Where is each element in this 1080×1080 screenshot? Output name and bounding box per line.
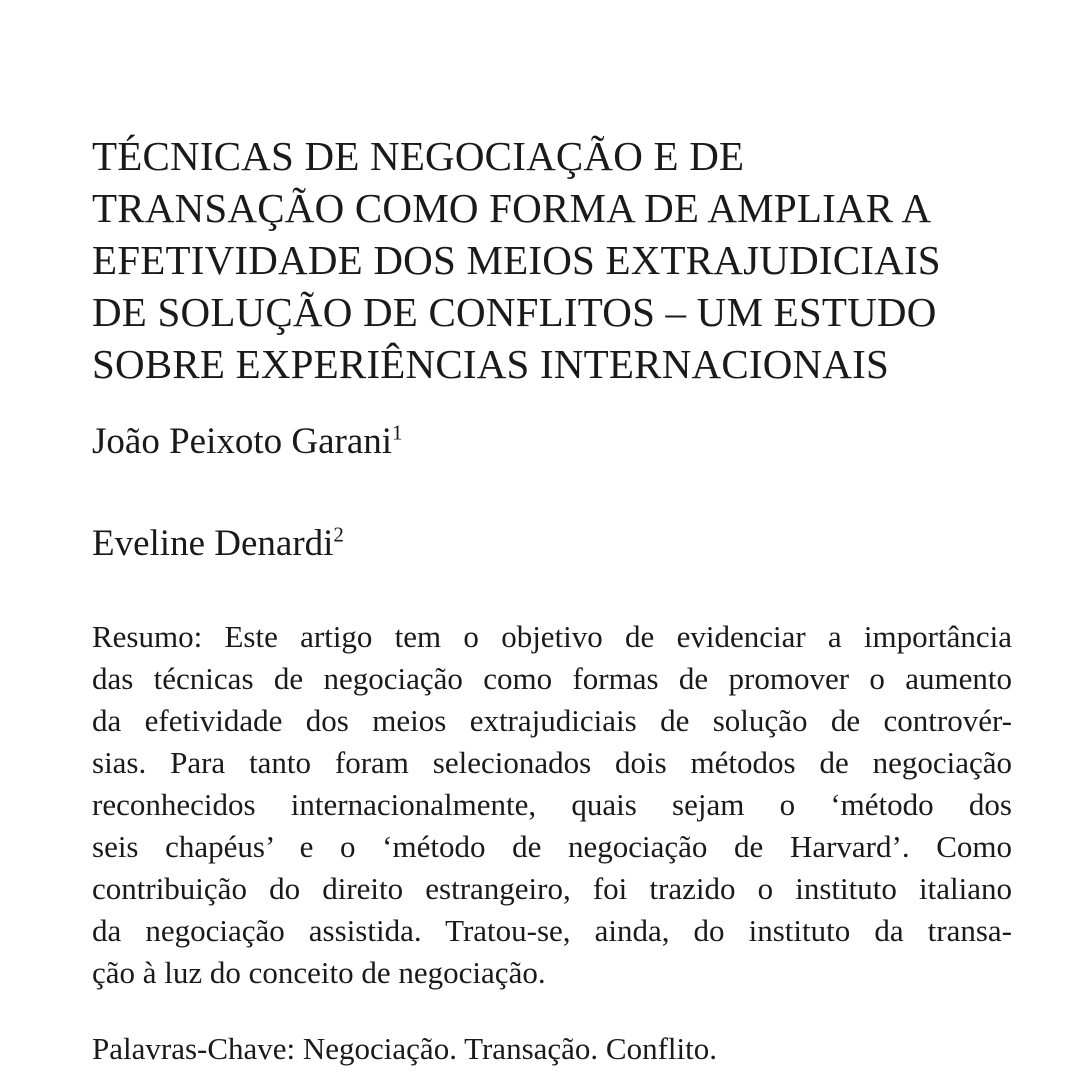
footnote-marker[interactable]: 1 bbox=[392, 420, 403, 445]
author-name: Eveline Denardi bbox=[92, 523, 334, 564]
author-1 bbox=[92, 420, 403, 464]
footnote-marker[interactable]: 2 bbox=[333, 522, 344, 547]
abstract-line: da efetividade dos meios extrajudiciais de solução de controvér- bbox=[92, 703, 1012, 738]
author-2 bbox=[92, 522, 344, 566]
title-line: EFETIVIDADE DOS MEIOS EXTRAJUDICIAIS bbox=[92, 237, 941, 283]
paper-title bbox=[92, 130, 1012, 390]
abstract-line: reconhecidos internacionalmente, quais sejam o ‘método dos bbox=[92, 787, 1012, 822]
paper-page bbox=[92, 130, 1012, 1066]
title-line: SOBRE EXPERIÊNCIAS INTERNACIONAIS bbox=[92, 341, 890, 387]
title-line: DE SOLUÇÃO DE CONFLITOS – UM ESTUDO bbox=[92, 289, 937, 335]
author-name: João Peixoto Garani bbox=[92, 421, 393, 462]
abstract bbox=[92, 616, 1012, 994]
abstract-line: Resumo: Este artigo tem o objetivo de evidenciar a importância bbox=[92, 619, 1012, 654]
abstract-line: da negociação assistida. Tratou-se, ainda, do instituto da transa- bbox=[92, 913, 1012, 948]
title-line: TRANSAÇÃO COMO FORMA DE AMPLIAR A bbox=[92, 185, 932, 231]
abstract-line: seis chapéus’ e o ‘método de negociação de Harvard’. Como bbox=[92, 829, 1012, 864]
abstract-line: ção à luz do conceito de negociação. bbox=[92, 955, 546, 990]
keywords: Palavras-Chave: Negociação. Transação. Conflito. bbox=[92, 1031, 717, 1066]
title-line: TÉCNICAS DE NEGOCIAÇÃO E DE bbox=[92, 133, 745, 179]
abstract-line: das técnicas de negociação como formas de promover o aumento bbox=[92, 661, 1012, 696]
abstract-line: sias. Para tanto foram selecionados dois métodos de negociação bbox=[92, 745, 1012, 780]
abstract-line: contribuição do direito estrangeiro, foi trazido o instituto italiano bbox=[92, 871, 1012, 906]
